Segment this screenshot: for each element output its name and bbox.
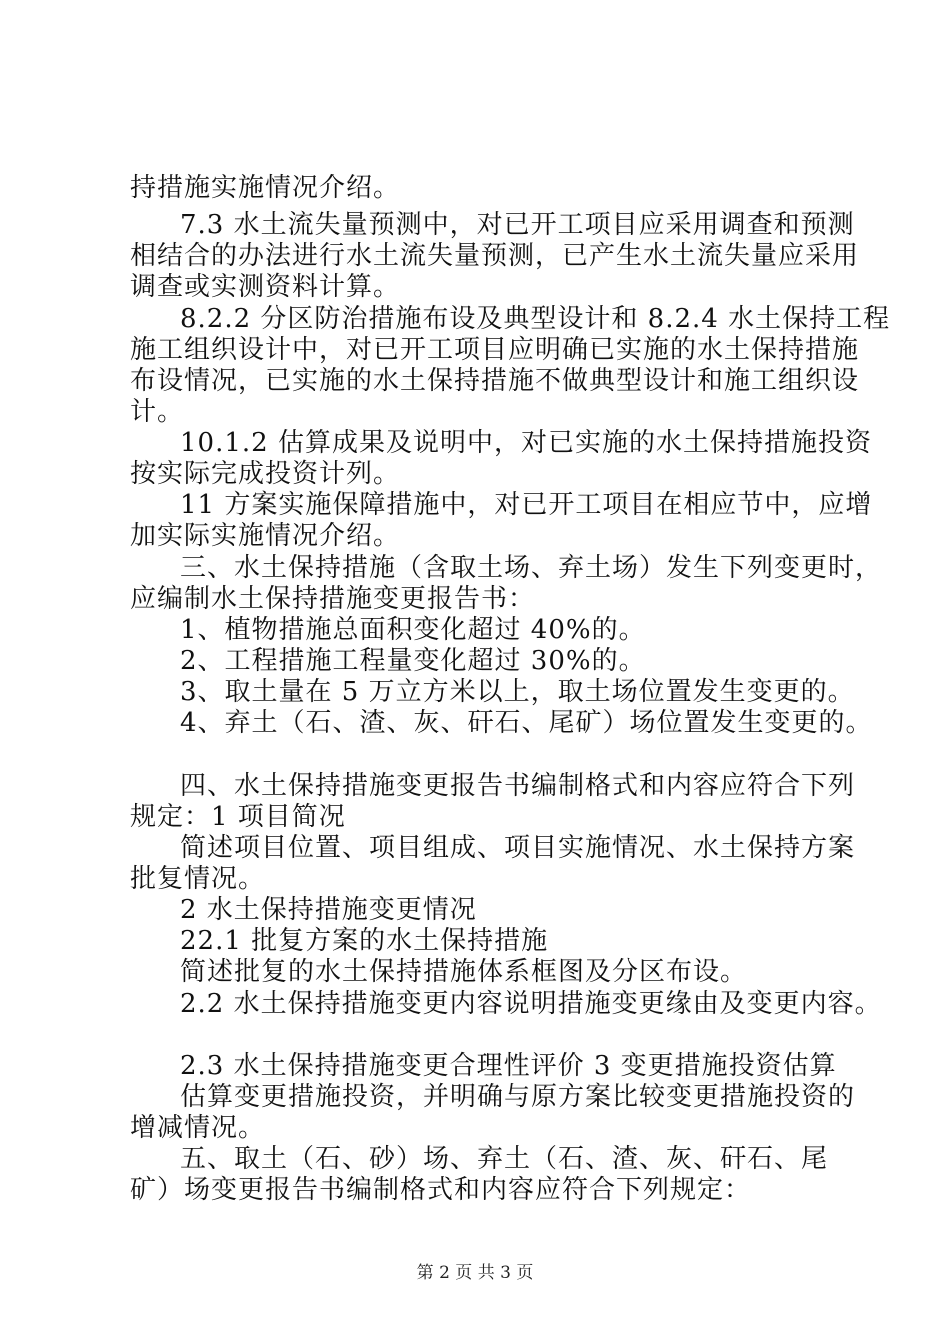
text-line: 1、植物措施总面积变化超过 40%的。: [180, 615, 646, 645]
text-line: 调查或实测资料计算。: [130, 272, 401, 302]
text-line: 11 方案实施保障措施中，对已开工项目在相应节中，应增: [180, 490, 873, 520]
text-line: 简述批复的水土保持措施体系框图及分区布设。: [180, 957, 748, 987]
text-line: 2.3 水土保持措施变更合理性评价 3 变更措施投资估算: [180, 1051, 837, 1081]
text-line: 四、水土保持措施变更报告书编制格式和内容应符合下列: [180, 771, 856, 801]
text-line: 2、工程措施工程量变化超过 30%的。: [180, 646, 646, 676]
text-line: 按实际完成投资计列。: [130, 459, 401, 489]
text-line: 2 水土保持措施变更情况: [180, 895, 477, 925]
text-line: 布设情况，已实施的水土保持措施不做典型设计和施工组织设: [130, 366, 860, 396]
text-line: 估算变更措施投资，并明确与原方案比较变更措施投资的: [180, 1082, 856, 1112]
text-line: 三、水土保持措施（含取土场、弃土场）发生下列变更时，: [180, 553, 883, 583]
text-line: 简述项目位置、项目组成、项目实施情况、水土保持方案: [180, 833, 856, 863]
text-line: 加实际实施情况介绍。: [130, 521, 401, 551]
text-line: 持措施实施情况介绍。: [130, 173, 401, 203]
text-line: 4、弃土（石、渣、灰、矸石、尾矿）场位置发生变更的。: [180, 708, 873, 738]
text-line: 7.3 水土流失量预测中，对已开工项目应采用调查和预测: [180, 210, 855, 240]
text-line: 10.1.2 估算成果及说明中，对已实施的水土保持措施投资: [180, 428, 872, 458]
text-line: 2.2 水土保持措施变更内容说明措施变更缘由及变更内容。: [180, 989, 882, 1019]
text-line: 施工组织设计中，对已开工项目应明确已实施的水土保持措施: [130, 335, 860, 365]
text-line: 计。: [130, 397, 185, 427]
text-line: 批复情况。: [130, 864, 266, 894]
text-line: 3、取土量在 5 万立方米以上，取土场位置发生变更的。: [180, 677, 855, 707]
text-line: 五、取土（石、砂）场、弃土（石、渣、灰、矸石、尾: [180, 1144, 829, 1174]
text-line: 相结合的办法进行水土流失量预测，已产生水土流失量应采用: [130, 241, 860, 271]
text-line: 应编制水土保持措施变更报告书：: [130, 584, 536, 614]
text-line: 增减情况。: [130, 1113, 266, 1143]
text-line: 22.1 批复方案的水土保持措施: [180, 926, 549, 956]
page-footer: 第 2 页 共 3 页: [416, 1263, 534, 1283]
text-line: 矿）场变更报告书编制格式和内容应符合下列规定：: [130, 1175, 752, 1205]
text-line: 规定：1 项目简况: [130, 802, 346, 832]
text-line: 8.2.2 分区防治措施布设及典型设计和 8.2.4 水土保持工程: [180, 304, 891, 334]
